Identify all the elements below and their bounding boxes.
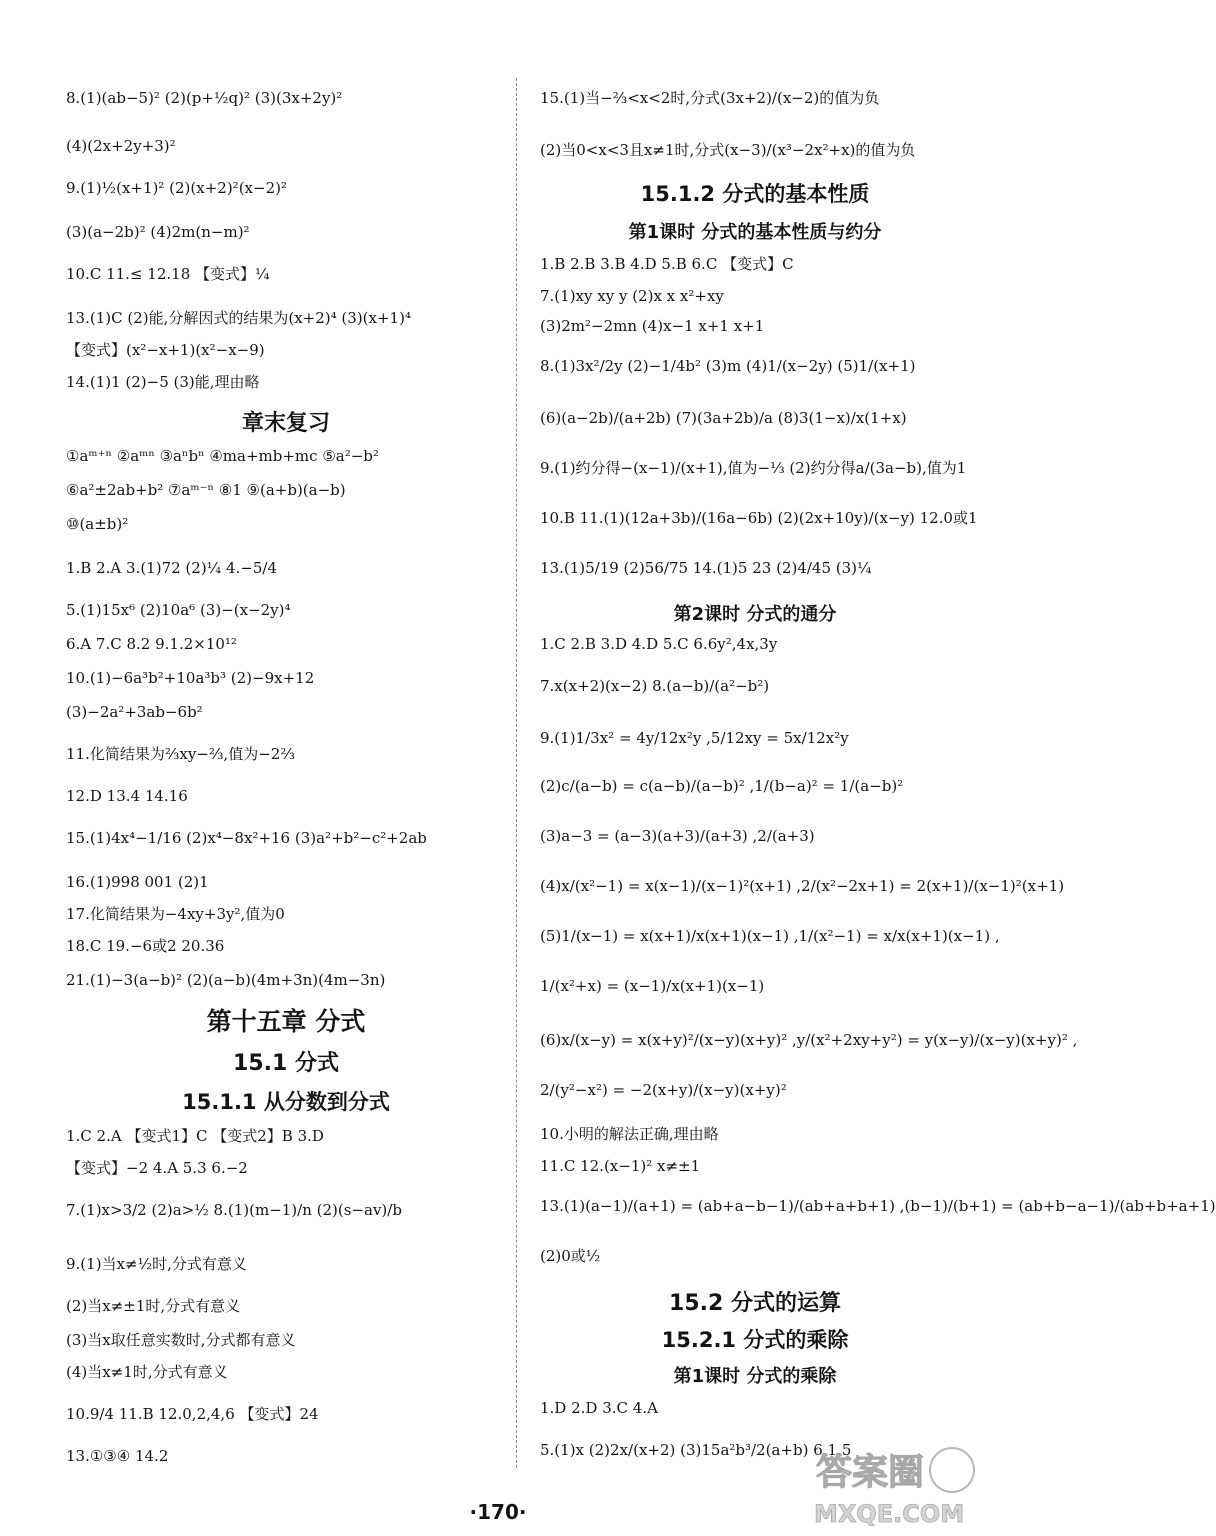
answer-line: 9.(1)约分得−(x−1)/(x+1),值为−⅓ (2)约分得a/(3a−b),值为1: [540, 459, 967, 477]
answer-line: 6.A 7.C 8.2 9.1.2×10¹²: [66, 635, 237, 653]
answer-line: (2)当x≠±1时,分式有意义: [66, 1297, 241, 1315]
page-number: ·170·: [469, 1500, 527, 1524]
answer-line: 17.化简结果为−4xy+3y²,值为0: [66, 905, 285, 923]
answer-line: 2/(y²−x²) = −2(x+y)/(x−y)(x+y)²: [540, 1081, 787, 1099]
chapter-heading: 第十五章 分式: [206, 1007, 366, 1036]
answer-line: 10.B 11.(1)(12a+3b)/(16a−6b) (2)(2x+10y)/(x−y) 12.0或1: [540, 509, 978, 527]
answer-line: 1.D 2.D 3.C 4.A: [540, 1399, 658, 1417]
answer-line: 15.(1)4x⁴−1/16 (2)x⁴−8x²+16 (3)a²+b²−c²+2ab: [66, 829, 427, 847]
answer-line: (3)a−3 = (a−3)(a+3)/(a+3) ,2/(a+3): [540, 827, 815, 845]
answer-line: (6)x/(x−y) = x(x+y)²/(x−y)(x+y)² ,y/(x²+2xy+y²) = y(x−y)/(x−y)(x+y)² ,: [540, 1031, 1078, 1049]
answer-line: (6)(a−2b)/(a+2b) (7)(3a+2b)/a (8)3(1−x)/x(1+x): [540, 409, 907, 427]
answer-line: 21.(1)−3(a−b)² (2)(a−b)(4m+3n)(4m−3n): [66, 971, 386, 989]
answer-line: 7.(1)xy xy y (2)x x x²+xy: [540, 287, 724, 305]
answer-line: 【变式】−2 4.A 5.3 6.−2: [66, 1159, 248, 1177]
answer-line: 13.①③④ 14.2: [66, 1447, 169, 1465]
sub-heading: 15.1.2 分式的基本性质: [640, 182, 870, 206]
answer-line: 5.(1)x (2)2x/(x+2) (3)15a²b³/2(a+b) 6.1.5: [540, 1441, 852, 1459]
answer-line: 10.9/4 11.B 12.0,2,4,6 【变式】24: [66, 1405, 319, 1423]
answer-line: 【变式】(x²−x+1)(x²−x−9): [66, 341, 265, 359]
answer-line: 15.(1)当−⅔<x<2时,分式(3x+2)/(x−2)的值为负: [540, 89, 880, 107]
answer-line: 13.(1)(a−1)/(a+1) = (ab+a−b−1)/(ab+a+b+1) ,(b−1)/(b+1) = (ab+b−a−1)/(ab+b+a+1): [540, 1197, 1216, 1215]
answer-line: 10.(1)−6a³b²+10a³b³ (2)−9x+12: [66, 669, 315, 687]
watermark-logo-text: 答案圈: [816, 1452, 925, 1493]
column-divider: [516, 78, 517, 1468]
answer-line: 1.C 2.A 【变式1】C 【变式2】B 3.D: [66, 1127, 324, 1145]
answer-line: 13.(1)C (2)能,分解因式的结果为(x+2)⁴ (3)(x+1)⁴: [66, 309, 411, 327]
answer-line: 16.(1)998 001 (2)1: [66, 873, 209, 891]
answer-line: ①aᵐ⁺ⁿ ②aᵐⁿ ③aⁿbⁿ ④ma+mb+mc ⑤a²−b²: [66, 447, 379, 465]
sub-heading: 15.1.1 从分数到分式: [182, 1090, 390, 1114]
section-heading: 15.1 分式: [233, 1051, 339, 1076]
answer-line: (4)x/(x²−1) = x(x−1)/(x−1)²(x+1) ,2/(x²−2x+1) = 2(x+1)/(x−1)²(x+1): [540, 877, 1065, 895]
answer-line: 1.C 2.B 3.D 4.D 5.C 6.6y²,4x,3y: [540, 635, 778, 653]
answer-line: 7.x(x+2)(x−2) 8.(a−b)/(a²−b²): [540, 677, 770, 695]
answer-line: (2)当0<x<3且x≠1时,分式(x−3)/(x³−2x²+x)的值为负: [540, 141, 916, 159]
lesson-heading: 第1课时 分式的乘除: [673, 1366, 837, 1387]
answer-line: 13.(1)5/19 (2)56/75 14.(1)5 23 (2)4/45 (3)¼: [540, 559, 872, 577]
answer-line: (3)2m²−2mn (4)x−1 x+1 x+1: [540, 317, 765, 335]
answer-line: 14.(1)1 (2)−5 (3)能,理由略: [66, 373, 260, 391]
answer-line: 5.(1)15x⁶ (2)10a⁶ (3)−(x−2y)⁴: [66, 601, 291, 619]
answer-line: 7.(1)x>3/2 (2)a>½ 8.(1)(m−1)/n (2)(s−av)/b: [66, 1201, 402, 1219]
answer-line: (2)c/(a−b) = c(a−b)/(a−b)² ,1/(b−a)² = 1/(a−b)²: [540, 777, 904, 795]
answer-line: (3)当x取任意实数时,分式都有意义: [66, 1331, 296, 1349]
answer-line: 8.(1)(ab−5)² (2)(p+½q)² (3)(3x+2y)²: [66, 89, 343, 107]
answer-line: (3)−2a²+3ab−6b²: [66, 703, 203, 721]
lesson-heading: 第2课时 分式的通分: [673, 604, 837, 625]
section-heading: 15.2 分式的运算: [669, 1291, 841, 1316]
answer-line: 9.(1)1/3x² = 4y/12x²y ,5/12xy = 5x/12x²y: [540, 729, 849, 747]
answer-line: 9.(1)当x≠½时,分式有意义: [66, 1255, 247, 1273]
answer-line: (2)0或½: [540, 1247, 601, 1265]
answer-line: 1.B 2.A 3.(1)72 (2)¼ 4.−5/4: [66, 559, 278, 577]
answer-line: 18.C 19.−6或2 20.36: [66, 937, 225, 955]
answer-line: 8.(1)3x²/2y (2)−1/4b² (3)m (4)1/(x−2y) (5)1/(x+1): [540, 357, 916, 375]
answer-line: ⑥a²±2ab+b² ⑦aᵐ⁻ⁿ ⑧1 ⑨(a+b)(a−b): [66, 481, 346, 499]
answer-line: 10.小明的解法正确,理由略: [540, 1125, 719, 1143]
sub-heading: 15.2.1 分式的乘除: [661, 1328, 849, 1352]
answer-line: 1.B 2.B 3.B 4.D 5.B 6.C 【变式】C: [540, 255, 794, 273]
watermark-logo: [812, 1440, 982, 1530]
answer-line: (3)(a−2b)² (4)2m(n−m)²: [66, 223, 250, 241]
answer-line: 11.化简结果为⅔xy−⅔,值为−2⅔: [66, 745, 295, 763]
answer-line: 12.D 13.4 14.16: [66, 787, 188, 805]
answer-line: (4)(2x+2y+3)²: [66, 137, 176, 155]
answer-line: 11.C 12.(x−1)² x≠±1: [540, 1157, 701, 1175]
section-heading: 章末复习: [241, 411, 330, 436]
answer-line: (4)当x≠1时,分式有意义: [66, 1363, 228, 1381]
answer-line: 1/(x²+x) = (x−1)/x(x+1)(x−1): [540, 977, 765, 995]
answer-line: ⑩(a±b)²: [66, 515, 129, 533]
watermark-url: MXQE.COM: [814, 1500, 965, 1528]
answer-line: 9.(1)½(x+1)² (2)(x+2)²(x−2)²: [66, 179, 287, 197]
answer-line: (5)1/(x−1) = x(x+1)/x(x+1)(x−1) ,1/(x²−1) = x/x(x+1)(x−1) ,: [540, 927, 1000, 945]
lesson-heading: 第1课时 分式的基本性质与约分: [628, 222, 882, 243]
answer-line: 10.C 11.≤ 12.18 【变式】¼: [66, 265, 270, 283]
